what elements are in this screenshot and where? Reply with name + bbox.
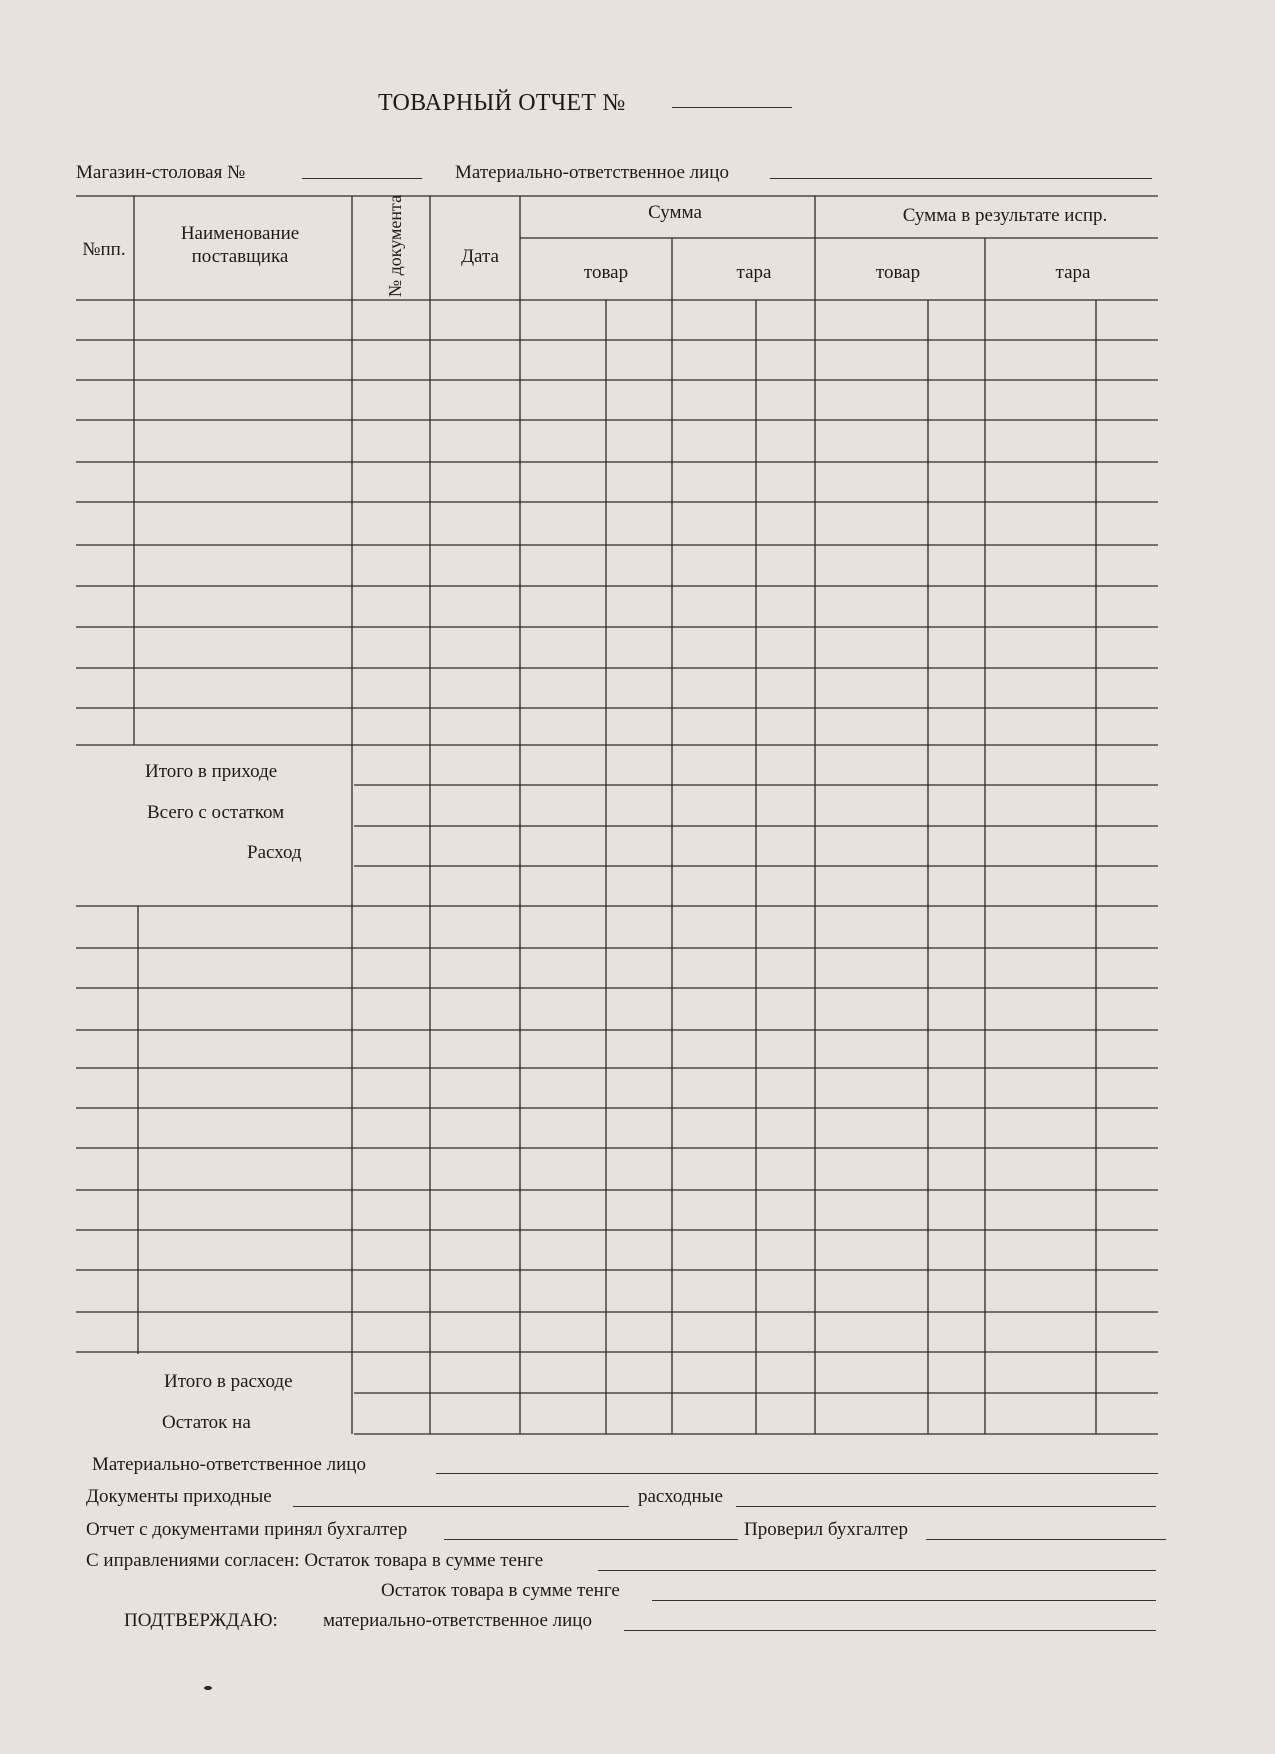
- responsible-label: Материально-ответственное лицо: [455, 162, 729, 183]
- corrected-packaging-header: тара: [1055, 262, 1091, 283]
- checked-by-label: Проверил бухгалтер: [744, 1519, 908, 1540]
- documents-income-label: Документы приходные: [86, 1486, 272, 1507]
- col-date-header: Дата: [461, 246, 499, 267]
- balance-on-label: Остаток на: [162, 1412, 251, 1433]
- group-sum-header: Сумма: [648, 202, 702, 223]
- total-with-balance-label: Всего с остатком: [147, 802, 285, 823]
- confirm-person-label: материально-ответственное лицо: [323, 1610, 592, 1631]
- checked-by-field[interactable]: [926, 1539, 1166, 1540]
- balance-amount-label: Остаток товара в сумме тенге: [381, 1580, 620, 1601]
- total-income-label: Итого в приходе: [145, 761, 278, 782]
- col-supplier-header: Наименование поставщика: [180, 223, 300, 267]
- col-number-header: №пп.: [82, 239, 126, 260]
- sum-packaging-header: тара: [736, 262, 772, 283]
- confirm-label: ПОДТВЕРЖДАЮ:: [124, 1610, 278, 1631]
- total-expense-label: Итого в расходе: [164, 1371, 293, 1392]
- corrected-goods-header: товар: [875, 262, 921, 283]
- confirm-person-field[interactable]: [624, 1630, 1156, 1631]
- balance-amount-field[interactable]: [652, 1600, 1156, 1601]
- documents-expense-label: расходные: [638, 1486, 723, 1507]
- footer-responsible-field[interactable]: [436, 1473, 1158, 1474]
- col-doc-number-header: № документа: [385, 194, 405, 298]
- ink-dot: [204, 1686, 212, 1690]
- group-sum-corrected-header: Сумма в результате испр.: [902, 205, 1108, 226]
- documents-income-field[interactable]: [293, 1506, 629, 1507]
- sum-goods-header: товар: [583, 262, 629, 283]
- documents-expense-field[interactable]: [736, 1506, 1156, 1507]
- agreed-label: С иправлениями согласен: Остаток товара в сумме тенге: [86, 1550, 544, 1571]
- store-label: Магазин-столовая №: [76, 162, 246, 183]
- agreed-field[interactable]: [598, 1570, 1156, 1571]
- expense-label: Расход: [247, 842, 302, 863]
- accepted-by-field[interactable]: [444, 1539, 738, 1540]
- footer-responsible-label: Материально-ответственное лицо: [92, 1454, 366, 1475]
- report-title: ТОВАРНЫЙ ОТЧЕТ №: [378, 90, 626, 116]
- accepted-by-label: Отчет с документами принял бухгалтер: [86, 1519, 408, 1540]
